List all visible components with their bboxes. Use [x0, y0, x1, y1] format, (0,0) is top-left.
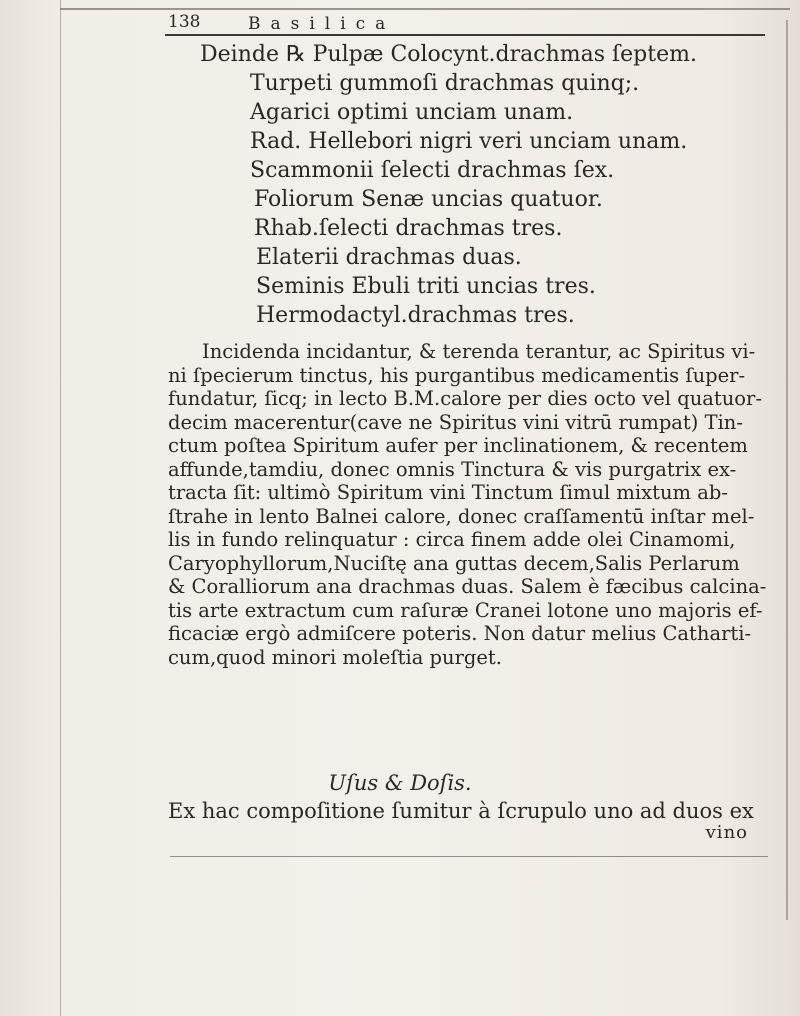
prose-line: tis arte extractum cum raſuræ Cranei lotone uno majoris ef-: [168, 598, 763, 622]
section-heading: Uſus & Doſis.: [328, 771, 472, 795]
preparation-paragraph: [168, 340, 768, 669]
header-rule: [165, 34, 765, 36]
prose-line: ficaciæ ergò admiſcere poteris. Non datur melius Catharti-: [168, 622, 752, 645]
recipe-line: Rhab.ſelecti drachmas tres.: [254, 216, 563, 241]
recipe-line: Elaterii drachmas duas.: [256, 245, 522, 270]
catchword: vino: [705, 822, 748, 843]
dose-line: Ex hac compoſitione ſumitur à ſcrupulo uno ad duos ex: [168, 799, 754, 823]
running-head: Basilica: [248, 14, 396, 34]
recipe-list: [200, 40, 760, 330]
prose-line: & Coralliorum ana drachmas duas. Salem è fæcibus calcina-: [168, 575, 767, 598]
dose-paragraph: [168, 798, 768, 824]
recipe-line: Turpeti gummoſi drachmas quinq;.: [250, 71, 640, 96]
prose-line: lis in fundo relinquatur : circa finem adde olei Cinamomi,: [168, 528, 736, 551]
prose-line: Caryophyllorum,Nuciſtę ana guttas decem,Salis Perlarum: [168, 551, 740, 575]
prose-line: decim macerentur(cave ne Spiritus vini vitrū rumpat) Tin-: [168, 410, 743, 434]
recipe-line: Deinde ℞ Pulpæ Colocynt.drachmas ſeptem.: [200, 42, 697, 67]
recipe-line: Seminis Ebuli triti uncias tres.: [256, 274, 596, 299]
recipe-line: Hermodactyl.drachmas tres.: [256, 303, 575, 328]
page-number: 138: [168, 12, 201, 32]
prose-line: ni ſpecierum tinctus, his purgantibus medicamentis ſuper-: [168, 363, 746, 387]
prose-line: affunde,tamdiu, donec omnis Tinctura & vis purgatrix ex-: [168, 457, 737, 481]
prose-line: ctum poſtea Spiritum aufer per inclinationem, & recentem: [168, 434, 748, 457]
prose-line: ſtrahe in lento Balnei calore, donec craſſamentū inſtar mel-: [168, 504, 755, 528]
recipe-line: Rad. Hellebori nigri veri unciam unam.: [250, 129, 688, 154]
recipe-line: Foliorum Senæ uncias quatuor.: [254, 187, 603, 212]
prose-line: fundatur, ſicq; in lecto B.M.calore per dies octo vel quatuor-: [168, 387, 762, 410]
prose-line: Incidenda incidantur, & terenda terantur, ac Spiritus vi-: [202, 340, 756, 363]
prose-line: tracta ſit: ultimò Spiritum vini Tinctum ſimul mixtum ab-: [168, 481, 728, 504]
page-gutter-line: [60, 0, 61, 1016]
top-edge-line: [60, 8, 790, 10]
recipe-line: Agarici optimi unciam unam.: [250, 100, 574, 125]
prose-line: cum,quod minori moleſtia purget.: [168, 645, 502, 669]
bottom-rule: [170, 856, 768, 857]
recipe-line: Scammonii ſelecti drachmas ſex.: [250, 158, 615, 183]
